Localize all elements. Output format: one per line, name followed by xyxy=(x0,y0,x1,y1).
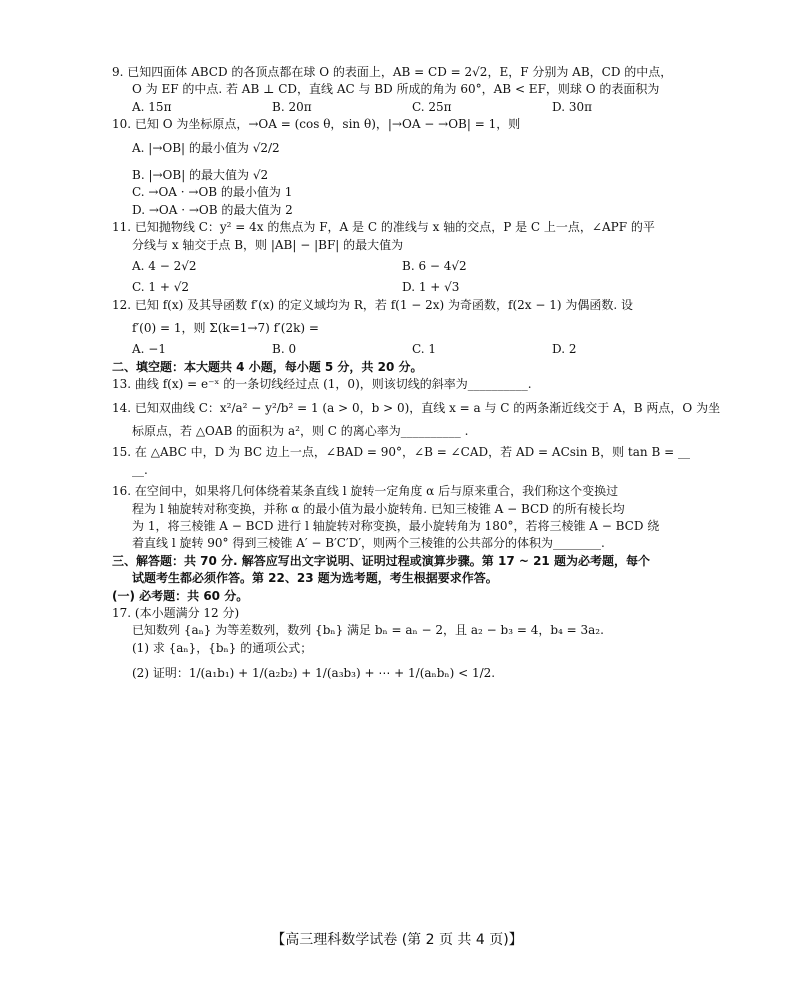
question-14-line-1: 14. 已知双曲线 C：x²/a² − y²/b² = 1 (a > 0，b > 0)，直线 x = a 与 C 的两条渐近线交于 A，B 两点，O 为坐 xyxy=(112,400,721,415)
option-b: B. |→OB| 的最大值为 √2 xyxy=(132,167,269,182)
question-15 xyxy=(112,444,692,479)
option-c: C. 1 xyxy=(412,342,437,357)
option-a: A. |→OB| 的最小值为 √2/2 xyxy=(132,140,280,155)
required-questions-heading: (一) 必考题：共 60 分。 xyxy=(112,588,249,603)
question-9-options xyxy=(112,99,692,116)
question-17-part-2: (2) 证明：1/(a₁b₁) + 1/(a₂b₂) + 1/(a₃b₃) + ⋯ + 1/(aₙbₙ) < 1/2. xyxy=(132,666,496,681)
question-12-line-2: f′(0) = 1，则 Σ(k=1→7) f′(2k) = xyxy=(132,321,319,336)
option-c: C. →OA · →OB 的最小值为 1 xyxy=(132,185,293,200)
section-3-line-2: 试题考生都必须作答。第 22、23 题为选考题，考生根据要求作答。 xyxy=(132,571,498,586)
question-9-line-1: 9. 已知四面体 ABCD 的各顶点都在球 O 的表面上，AB = CD = 2√2，E，F 分别为 AB，CD 的中点， xyxy=(112,65,673,79)
option-b: B. 6 − 4√2 xyxy=(402,258,467,273)
question-14-line-2: 标原点，若 △OAB 的面积为 a²，则 C 的离心率为__________ . xyxy=(132,424,469,439)
section-3-line-1: 三、解答题：共 70 分. 解答应写出文字说明、证明过程或演算步骤。第 17 ~ 21 题为必考题，每个 xyxy=(112,553,650,568)
option-d: D. 1 + √3 xyxy=(402,280,460,295)
question-13: 13. 曲线 f(x) = e⁻ˣ 的一条切线经过点 (1，0)，则该切线的斜率为__________. xyxy=(112,377,532,392)
question-12-line-1: 12. 已知 f(x) 及其导函数 f′(x) 的定义域均为 R，若 f(1 − 2x) 为奇函数，f(2x − 1) 为偶函数. 设 xyxy=(112,297,634,312)
question-17-title: 17. (本小题满分 12 分) xyxy=(112,605,240,620)
question-15-line-1: 15. 在 △ABC 中，D 为 BC 边上一点，∠BAD = 90°，∠B = ∠CAD，若 AD = ACsin B，则 tan B = __ xyxy=(112,445,690,460)
option-a: A. 15π xyxy=(132,99,172,114)
question-14 xyxy=(112,400,721,441)
exam-content xyxy=(112,64,721,683)
question-12-options xyxy=(112,341,692,358)
option-d: D. 30π xyxy=(552,99,592,114)
page-footer: 【高三理科数学试卷 (第 2 页 共 4 页)】 xyxy=(271,932,523,948)
option-c: C. 25π xyxy=(412,99,452,114)
question-16-line-4: 着直线 l 旋转 90° 得到三棱锥 A′ − B′C′D′，则两个三棱锥的公共部分的体积为________. xyxy=(132,536,605,551)
option-d: D. →OA · →OB 的最大值为 2 xyxy=(132,202,293,217)
question-11-line-1: 11. 已知抛物线 C：y² = 4x 的焦点为 F，A 是 C 的准线与 x 轴的交点，P 是 C 上一点，∠APF 的平 xyxy=(112,220,655,235)
question-17-part-1: (1) 求 {aₙ}，{bₙ} 的通项公式； xyxy=(132,640,313,655)
option-b: B. 0 xyxy=(272,342,297,357)
question-15-line-2: __. xyxy=(132,462,148,477)
question-16 xyxy=(112,483,692,553)
question-11-line-2: 分线与 x 轴交于点 B，则 |AB| − |BF| 的最大值为 xyxy=(132,237,404,252)
question-11 xyxy=(112,219,692,297)
question-12 xyxy=(112,297,692,359)
question-10-stem: 10. 已知 O 为坐标原点，→OA = (cos θ，sin θ)，|→OA − →OB| = 1，则 xyxy=(112,117,521,132)
question-9-line-2: O 为 EF 的中点. 若 AB ⊥ CD，直线 AC 与 BD 所成的角为 60°，AB < EF，则球 O 的表面积为 xyxy=(132,82,660,97)
question-16-line-1: 16. 在空间中，如果将几何体绕着某条直线 l 旋转一定角度 α 后与原来重合，我们称这个变换过 xyxy=(112,484,619,499)
question-11-options-row-1 xyxy=(112,258,692,275)
question-17-stem: 已知数列 {aₙ} 为等差数列，数列 {bₙ} 满足 bₙ = aₙ − 2，且 a₂ − b₃ = 4，b₄ = 3a₂. xyxy=(132,623,604,638)
question-17 xyxy=(112,605,692,683)
section-2-heading: 二、填空题：本大题共 4 小题，每小题 5 分，共 20 分。 xyxy=(112,359,423,374)
section-3-heading xyxy=(112,553,692,588)
option-a: A. 4 − 2√2 xyxy=(132,258,197,273)
option-a: A. −1 xyxy=(132,342,166,357)
question-16-line-3: 为 1，将三棱锥 A − BCD 进行 l 轴旋转对称变换，最小旋转角为 180°，若将三棱锥 A − BCD 绕 xyxy=(132,518,660,533)
question-16-line-2: 程为 l 轴旋转对称变换，并称 α 的最小值为最小旋转角. 已知三棱锥 A − BCD 的所有棱长均 xyxy=(132,501,625,516)
option-d: D. 2 xyxy=(552,342,577,357)
option-b: B. 20π xyxy=(272,99,312,114)
option-c: C. 1 + √2 xyxy=(132,280,189,295)
question-10 xyxy=(112,116,692,219)
question-9 xyxy=(112,64,692,116)
question-11-options-row-2 xyxy=(112,279,692,296)
